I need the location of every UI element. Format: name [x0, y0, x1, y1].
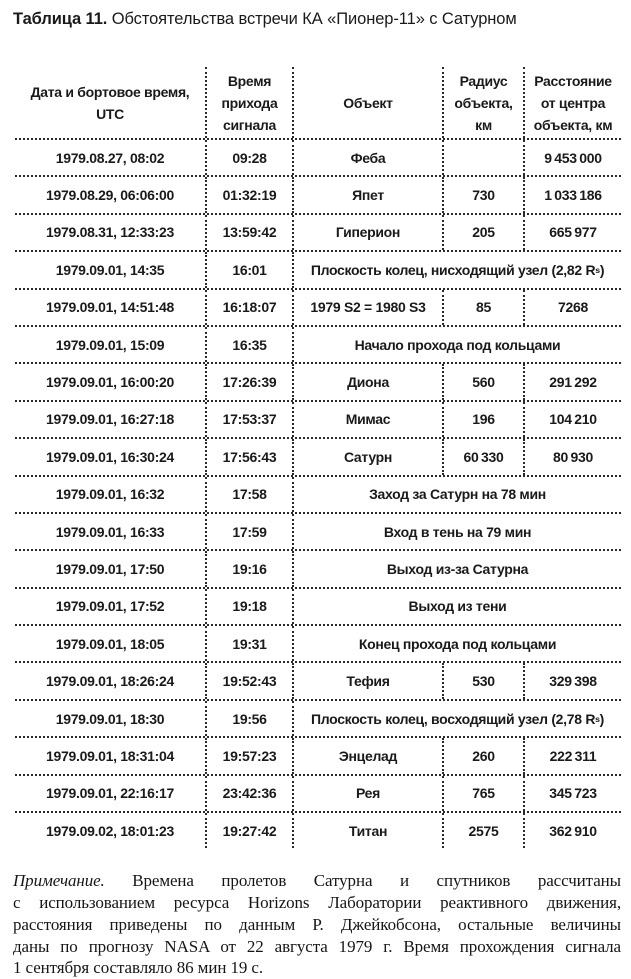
cell-event: Конец прохода под кольцами: [292, 626, 621, 661]
cell-date: 1979.08.27, 08:02: [55, 149, 165, 166]
cell-radius: 205: [442, 215, 523, 250]
cell-event: Выход из-за Сатурна: [292, 551, 621, 586]
header-cell-distance: Расстояние от центра объекта, км: [523, 67, 621, 138]
cell-signal-time: 19:57:23: [205, 738, 292, 773]
cell-distance: 9 453 000: [523, 140, 621, 175]
cell-signal-time: 19:18: [205, 589, 292, 624]
table-row: [15, 250, 621, 287]
cell-date: 1979.09.01, 15:09: [55, 336, 165, 353]
cell-signal-time: 17:58: [205, 477, 292, 512]
cell-distance: 222 311: [523, 738, 621, 773]
table-row: [15, 624, 621, 661]
footnote-line: с использованием ресурса Horizons Лаборатории реактивного движения,: [13, 893, 621, 913]
cell-distance: 80 930: [523, 439, 621, 474]
cell-distance: 345 723: [523, 776, 621, 811]
table-row: [15, 774, 621, 811]
footnote: [13, 870, 621, 979]
cell-distance: 104 210: [523, 402, 621, 437]
cell-date: 1979.09.01, 16:00:20: [46, 374, 174, 391]
cell-date: 1979.09.01, 16:30:24: [46, 448, 174, 465]
cell-signal-time: 19:56: [205, 701, 292, 736]
table-row: [15, 475, 621, 512]
footnote-label: Примечание.: [13, 871, 105, 891]
cell-date: 1979.09.01, 18:26:24: [46, 673, 174, 690]
table-row: [15, 587, 621, 624]
table-header-row: [15, 67, 621, 138]
cell-object: Рея: [292, 776, 442, 811]
header-cell-date: Дата и бортовое время, UTC: [30, 83, 190, 122]
cell-object: Титан: [292, 813, 442, 848]
cell-signal-time: 17:56:43: [205, 439, 292, 474]
table-row: [15, 661, 621, 698]
cell-signal-time: 01:32:19: [205, 177, 292, 212]
footnote-line: 1 сентября составляло 86 мин 19 с.: [13, 958, 264, 978]
header-cell-radius: Радиус объекта, км: [442, 67, 523, 138]
cell-radius: 2575: [442, 813, 523, 848]
cell-object: Диона: [292, 364, 442, 399]
cell-radius: 260: [442, 738, 523, 773]
table-row: [15, 736, 621, 773]
header-cell-object: Объект: [292, 67, 442, 138]
cell-date: 1979.08.29, 06:06:00: [46, 187, 174, 204]
cell-event: Плоскость колец, восходящий узел (2,78 R s ): [292, 701, 621, 736]
table-row: [15, 811, 621, 848]
cell-object: Сатурн: [292, 439, 442, 474]
cell-date: 1979.09.01, 17:50: [55, 560, 165, 577]
cell-radius: 196: [442, 402, 523, 437]
footnote-line: Примечание. Времена пролетов Сатурна и спутников рассчитаны: [13, 871, 621, 891]
cell-radius: 730: [442, 177, 523, 212]
cell-signal-time: 19:16: [205, 551, 292, 586]
table-row: [15, 175, 621, 212]
cell-signal-time: 19:52:43: [205, 663, 292, 698]
cell-object: 1979 S2 = 1980 S3: [292, 290, 442, 325]
cell-event: Вход в тень на 79 мин: [292, 514, 621, 549]
cell-date: 1979.08.31, 12:33:23: [46, 224, 174, 241]
cell-date: 1979.09.01, 16:32: [55, 486, 165, 503]
table-row: [15, 362, 621, 399]
cell-event: Выход из тени: [292, 589, 621, 624]
table-row: [15, 138, 621, 175]
table-row: [15, 699, 621, 736]
cell-radius: 765: [442, 776, 523, 811]
cell-radius: 85: [442, 290, 523, 325]
cell-event: Плоскость колец, нисходящий узел (2,82 R s ): [292, 252, 621, 287]
cell-object: Япет: [292, 177, 442, 212]
cell-signal-time: 13:59:42: [205, 215, 292, 250]
cell-radius: 60 330: [442, 439, 523, 474]
page-title: [13, 9, 631, 30]
cell-radius: 560: [442, 364, 523, 399]
cell-signal-time: 09:28: [205, 140, 292, 175]
cell-date: 1979.09.01, 16:27:18: [46, 411, 174, 428]
table-body: [15, 138, 621, 848]
cell-date: 1979.09.01, 14:35: [55, 261, 165, 278]
table-row: [15, 400, 621, 437]
cell-distance: 665 977: [523, 215, 621, 250]
cell-distance: 7268: [523, 290, 621, 325]
table-row: [15, 437, 621, 474]
cell-date: 1979.09.02, 18:01:23: [46, 822, 174, 839]
footnote-line: расстояния приведены по данным Р. Джейкобсона, остальные величины: [13, 914, 621, 934]
footnote-line: даны по прогнозу NASA от 22 августа 1979 г. Время прохождения сигнала: [13, 936, 621, 956]
table-caption: Обстоятельства встречи КА «Пионер-11» с Сатурном: [111, 10, 517, 28]
table-number-label: Таблица 11.: [13, 10, 108, 28]
cell-signal-time: 17:26:39: [205, 364, 292, 399]
table-row: [15, 549, 621, 586]
cell-radius: 530: [442, 663, 523, 698]
encounter-table: [15, 67, 621, 848]
cell-signal-time: 17:53:37: [205, 402, 292, 437]
table-row: [15, 512, 621, 549]
table-row: [15, 325, 621, 362]
cell-object: Феба: [292, 140, 442, 175]
cell-event: Начало прохода под кольцами: [292, 327, 621, 362]
cell-object: Тефия: [292, 663, 442, 698]
table-row: [15, 213, 621, 250]
cell-signal-time: 23:42:36: [205, 776, 292, 811]
table-row: [15, 288, 621, 325]
cell-distance: 362 910: [523, 813, 621, 848]
cell-signal-time: 16:18:07: [205, 290, 292, 325]
cell-object: Энцелад: [292, 738, 442, 773]
cell-signal-time: 16:01: [205, 252, 292, 287]
cell-object: Мимас: [292, 402, 442, 437]
cell-radius: [442, 140, 523, 175]
header-cell-signal-time: Время прихода сигнала: [205, 67, 292, 138]
cell-distance: 291 292: [523, 364, 621, 399]
cell-distance: 1 033 186: [523, 177, 621, 212]
cell-event: Заход за Сатурн на 78 мин: [292, 477, 621, 512]
cell-signal-time: 19:27:42: [205, 813, 292, 848]
cell-date: 1979.09.01, 18:31:04: [46, 747, 174, 764]
cell-date: 1979.09.01, 18:30: [55, 710, 165, 727]
cell-signal-time: 17:59: [205, 514, 292, 549]
cell-date: 1979.09.01, 16:33: [55, 523, 165, 540]
cell-signal-time: 19:31: [205, 626, 292, 661]
cell-date: 1979.09.01, 14:51:48: [46, 299, 174, 316]
cell-signal-time: 16:35: [205, 327, 292, 362]
cell-distance: 329 398: [523, 663, 621, 698]
cell-date: 1979.09.01, 22:16:17: [46, 785, 174, 802]
cell-date: 1979.09.01, 18:05: [55, 635, 165, 652]
cell-object: Гиперион: [292, 215, 442, 250]
cell-date: 1979.09.01, 17:52: [55, 598, 165, 615]
